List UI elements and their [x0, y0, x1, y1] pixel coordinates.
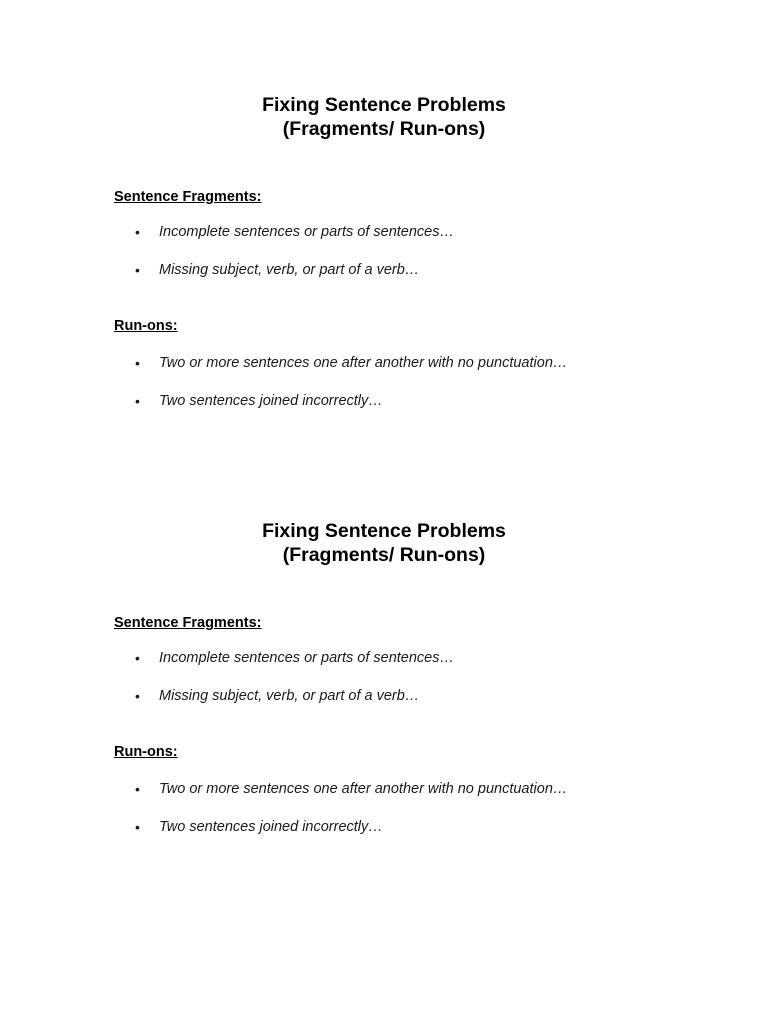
list-item	[114, 649, 714, 687]
list-item	[114, 354, 714, 392]
bullet-icon: •	[135, 688, 140, 704]
bullet-icon: •	[135, 224, 140, 240]
bullet-icon: •	[135, 781, 140, 797]
bullet-icon: •	[135, 650, 140, 666]
bullet-icon: •	[135, 819, 140, 835]
list-item	[114, 818, 714, 856]
runons-heading: Run-ons:	[114, 318, 178, 334]
title-line-1: Fixing Sentence Problems	[262, 94, 506, 116]
runons-list	[114, 780, 714, 856]
list-item-text: Two or more sentences one after another with no punctuation…	[159, 355, 568, 371]
runons-heading: Run-ons:	[114, 744, 178, 760]
worksheet-section-1	[0, 93, 768, 409]
page-title	[0, 519, 768, 567]
list-item	[114, 780, 714, 818]
title-line-2: (Fragments/ Run-ons)	[282, 118, 486, 140]
list-item	[114, 261, 714, 299]
runons-list	[114, 354, 714, 430]
list-item-text: Missing subject, verb, or part of a verb…	[159, 688, 420, 704]
list-item-text: Two or more sentences one after another with no punctuation…	[159, 781, 568, 797]
title-line-1: Fixing Sentence Problems	[262, 520, 506, 542]
fragments-heading: Sentence Fragments:	[114, 189, 262, 205]
fragments-list	[114, 223, 714, 299]
fragments-heading: Sentence Fragments:	[114, 615, 262, 631]
bullet-icon: •	[135, 355, 140, 371]
bullet-icon: •	[135, 393, 140, 409]
list-item-text: Two sentences joined incorrectly…	[159, 393, 383, 409]
page-title	[0, 93, 768, 141]
list-item-text: Incomplete sentences or parts of sentences…	[159, 650, 454, 666]
fragments-list	[114, 649, 714, 725]
list-item-text: Two sentences joined incorrectly…	[159, 819, 383, 835]
list-item-text: Missing subject, verb, or part of a verb…	[159, 262, 420, 278]
list-item	[114, 392, 714, 430]
list-item	[114, 223, 714, 261]
list-item-text: Incomplete sentences or parts of sentences…	[159, 224, 454, 240]
worksheet-section-2	[0, 519, 768, 835]
list-item	[114, 687, 714, 725]
bullet-icon: •	[135, 262, 140, 278]
title-line-2: (Fragments/ Run-ons)	[282, 544, 486, 566]
